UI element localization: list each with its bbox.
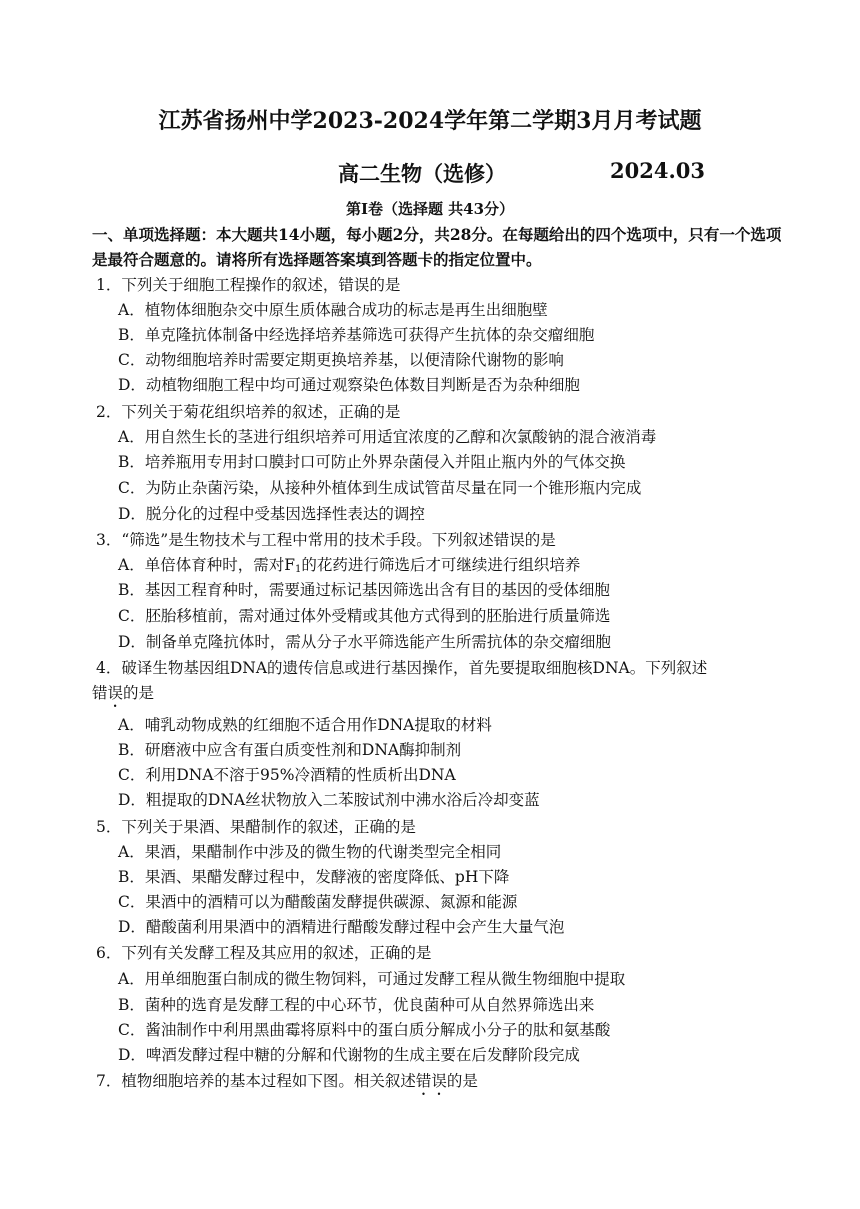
question-3-stem: 3．“筛选”是生物技术与工程中常用的技术手段。下列叙述错误的是 (96, 531, 556, 549)
exam-title: 江苏省扬州中学2023-2024学年第二学期3月月考试题 (158, 108, 702, 134)
question-5-option-b: B．果酒、果醋发酵过程中，发酵液的密度降低、pH下降 (118, 868, 510, 886)
question-6-option-a: A．用单细胞蛋白制成的微生物饲料，可通过发酵工程从微生物细胞中提取 (118, 970, 626, 988)
question-3-option-d: D．制备单克隆抗体时，需从分子水平筛选能产生所需抗体的杂交瘤细胞 (118, 633, 611, 651)
volume-heading: 第Ⅰ卷（选择题 共43分） (345, 200, 515, 218)
question-2-option-d: D．脱分化的过程中受基因选择性表达的调控 (118, 505, 425, 523)
question-4-option-a: A．哺乳动物成熟的红细胞不适合用作DNA提取的材料 (118, 716, 492, 734)
question-2-option-b: B．培养瓶用专用封口膜封口可防止外界杂菌侵入并阻止瓶内外的气体交换 (118, 453, 626, 471)
question-1-option-d: D．动植物细胞工程中均可通过观察染色体数目判断是否为杂种细胞 (118, 376, 580, 394)
section-heading: 一、单项选择题：本大题共14小题，每小题2分，共28分。在每题给出的四个选项中，只有一个选项是最符合题意的。请将所有选择题答案填到答题卡的指定位置中。 (92, 225, 782, 269)
question-7-stem: 7．植物细胞培养的基本过程如下图。相关叙述错误的是 (96, 1072, 478, 1090)
emphasis-mark: 错误 (415, 1072, 447, 1090)
question-4-option-c: C．利用DNA不溶于95%冷酒精的性质析出DNA (118, 766, 456, 784)
question-5-option-c: C．果酒中的酒精可以为醋酸菌发酵提供碳源、氮源和能源 (118, 893, 518, 911)
exam-date: 2024.03 (610, 158, 705, 183)
question-6-stem: 6．下列有关发酵工程及其应用的叙述，正确的是 (96, 944, 432, 962)
question-5-option-a: A．果酒，果醋制作中涉及的微生物的代谢类型完全相同 (118, 843, 502, 861)
question-6-option-b: B．菌种的选育是发酵工程的中心环节，优良菌种可从自然界筛选出来 (118, 996, 595, 1014)
question-4-stem-line1: 4．破译生物基因组DNA的遗传信息或进行基因操作，首先要提取细胞核DNA。下列叙述 (96, 659, 708, 677)
question-6-option-d: D．啤酒发酵过程中糖的分解和代谢物的生成主要在后发酵阶段完成 (118, 1046, 580, 1064)
question-4-stem-line2: 错误的是 (92, 684, 155, 702)
question-2-stem: 2．下列关于菊花组织培养的叙述，正确的是 (96, 403, 401, 421)
question-1-option-a: A．植物体细胞杂交中原生质体融合成功的标志是再生出细胞壁 (118, 301, 548, 319)
emphasis-mark: 误 (107, 684, 124, 702)
question-3-option-c: C．胚胎移植前，需对通过体外受精或其他方式得到的胚胎进行质量筛选 (118, 607, 611, 625)
question-4-option-d: D．粗提取的DNA丝状物放入二苯胺试剂中沸水浴后冷却变蓝 (118, 791, 540, 809)
question-2-option-a: A．用自然生长的茎进行组织培养可用适宜浓度的乙醇和次氯酸钠的混合液消毒 (118, 428, 657, 446)
exam-subject: 高二生物（选修） (338, 161, 506, 186)
question-2-option-c: C．为防止杂菌污染，从接种外植体到生成试管苗尽量在同一个锥形瓶内完成 (118, 479, 642, 497)
question-4-option-b: B．研磨液中应含有蛋白质变性剂和DNA酶抑制剂 (118, 741, 462, 759)
question-1-stem: 1．下列关于细胞工程操作的叙述，错误的是 (96, 276, 401, 294)
question-5-option-d: D．醋酸菌利用果酒中的酒精进行醋酸发酵过程中会产生大量气泡 (118, 918, 565, 936)
question-3-option-b: B．基因工程育种时，需要通过标记基因筛选出含有目的基因的受体细胞 (118, 581, 610, 599)
question-1-option-b: B．单克隆抗体制备中经选择培养基筛选可获得产生抗体的杂交瘤细胞 (118, 326, 595, 344)
question-6-option-c: C．酱油制作中利用黑曲霉将原料中的蛋白质分解成小分子的肽和氨基酸 (118, 1021, 611, 1039)
question-3-option-a: A．单倍体育种时，需对$F_1$的花药进行筛选后才可继续进行组织培养 (118, 556, 581, 575)
question-1-option-c: C．动物细胞培养时需要定期更换培养基，以便清除代谢物的影响 (118, 351, 564, 369)
question-5-stem: 5．下列关于果酒、果醋制作的叙述，正确的是 (96, 818, 416, 836)
